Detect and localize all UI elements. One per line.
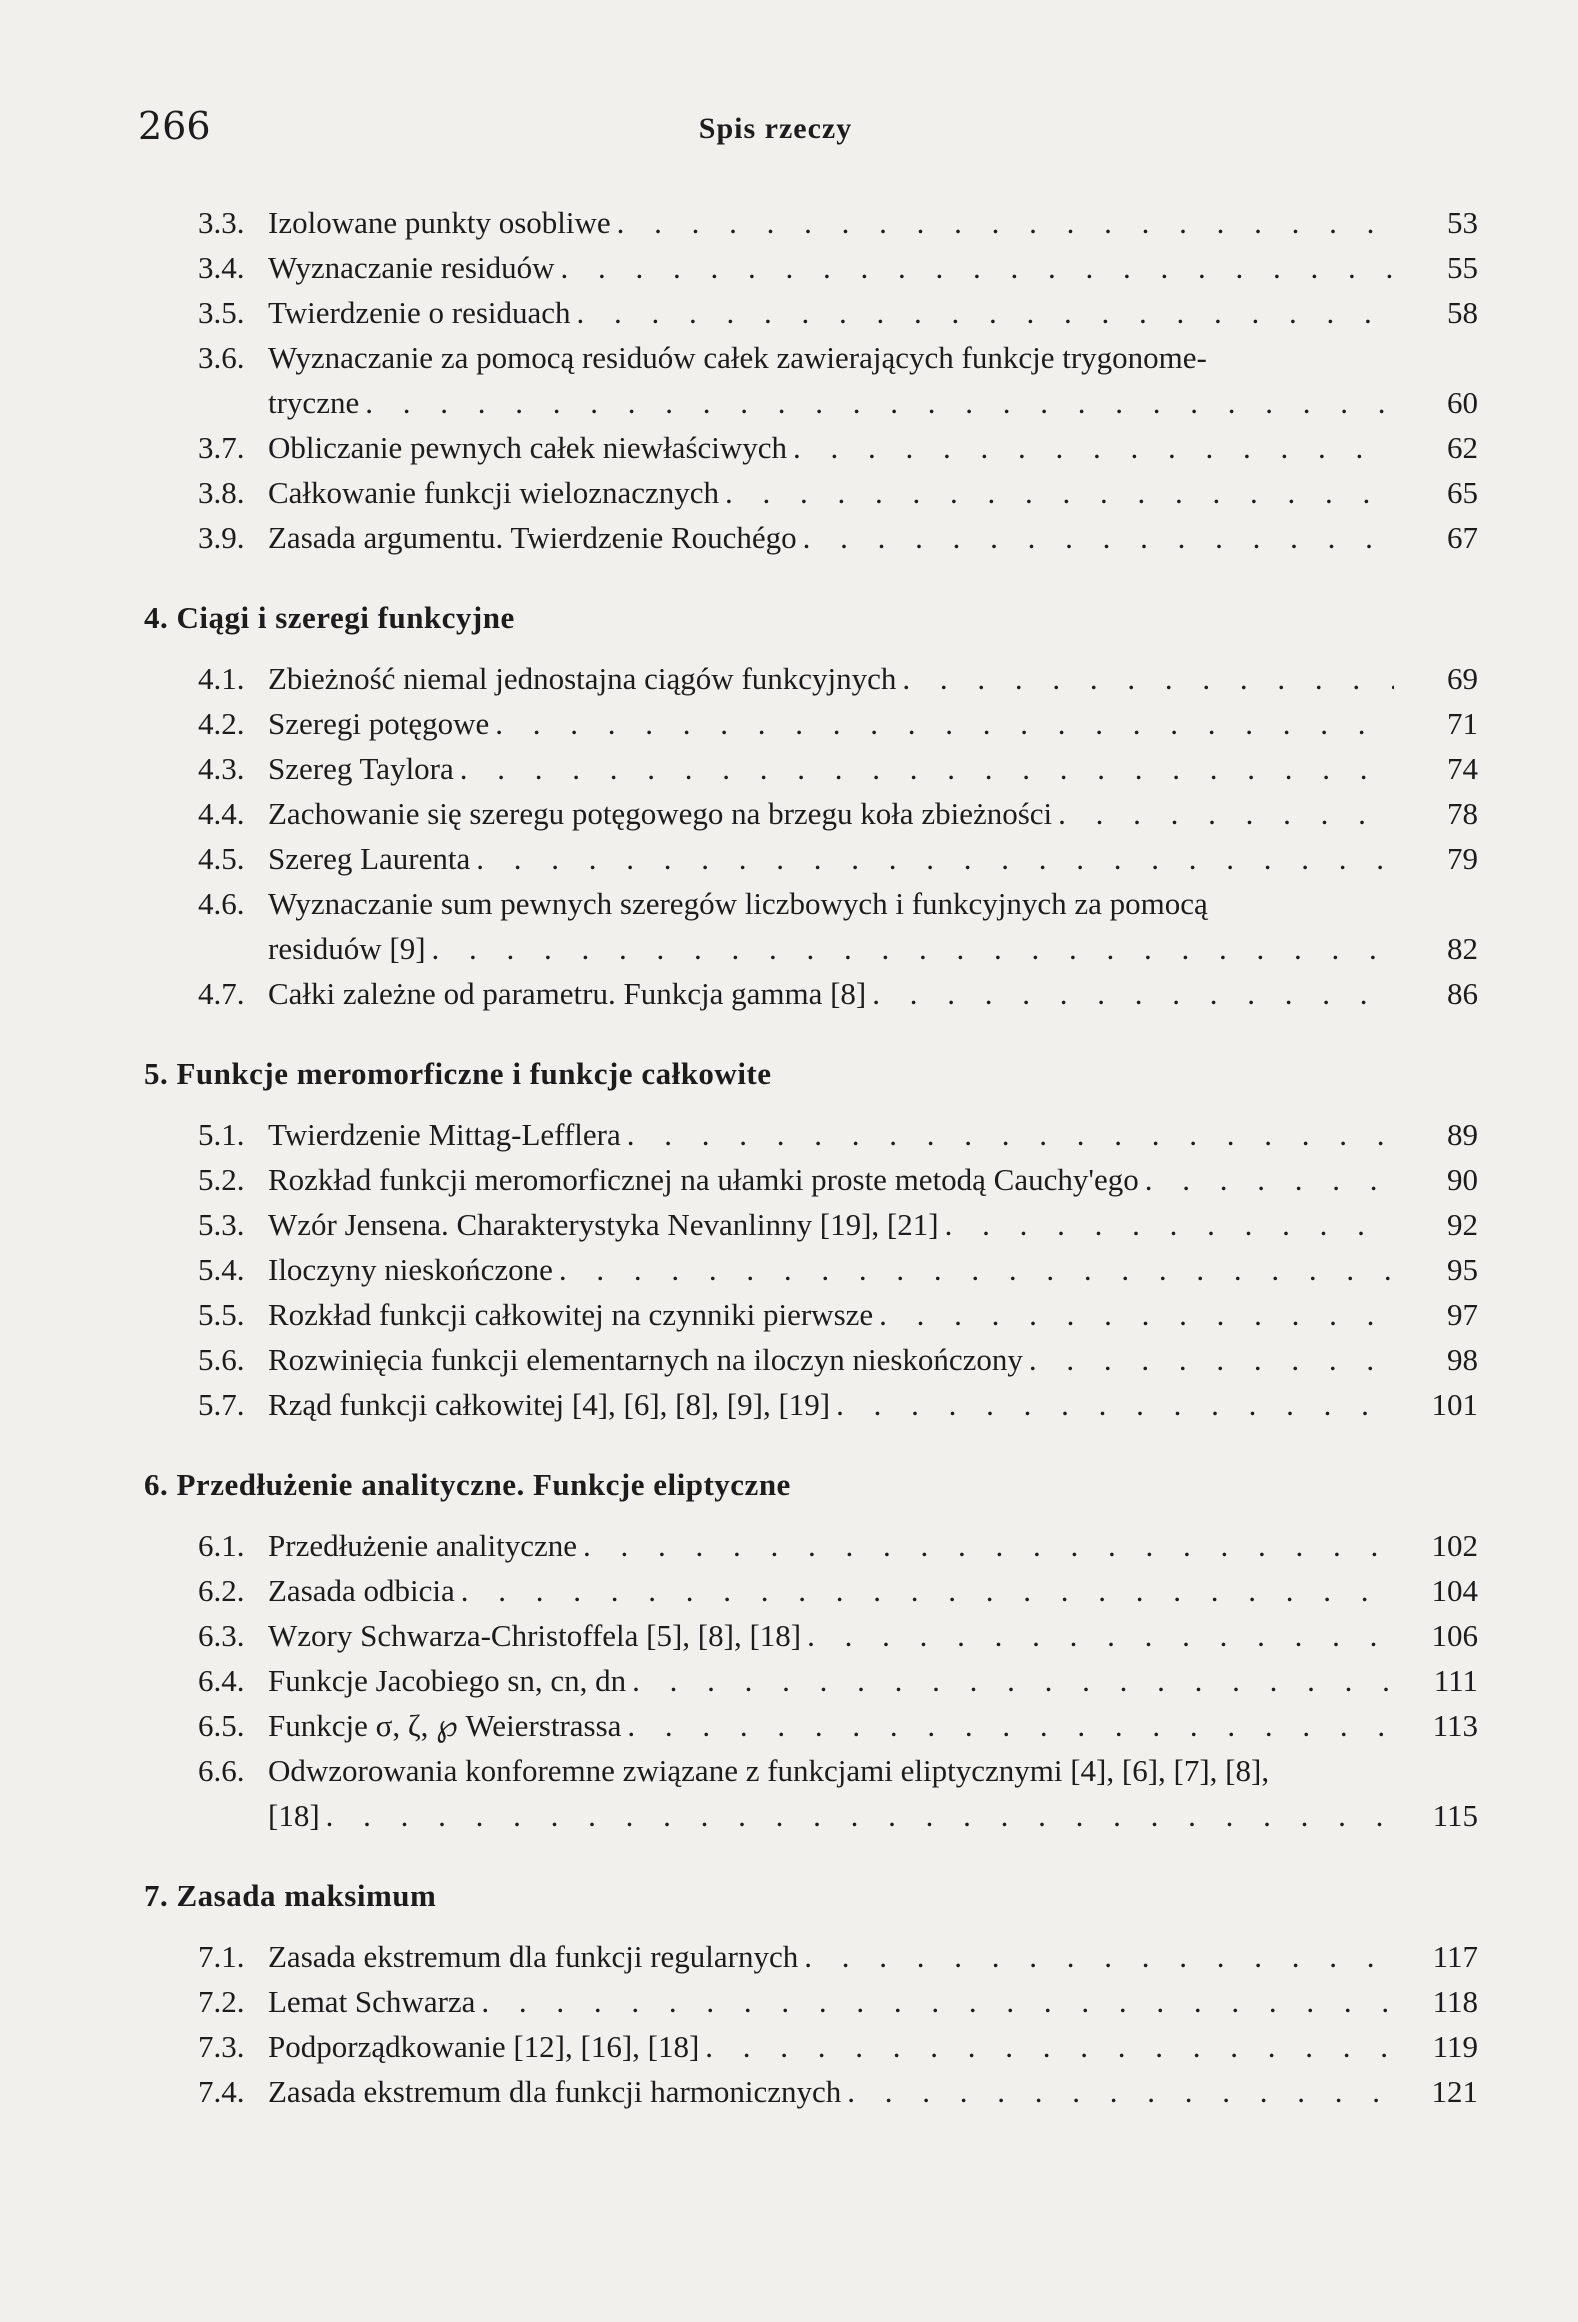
toc-entry[interactable] [198,701,1478,746]
toc-entry[interactable] [198,1748,1478,1838]
leader-dots [627,1703,1394,1748]
entry-title: Rozkład funkcji meromorficznej na ułamki proste metodą Cauchy'ego [268,1162,1139,1197]
entry-title: Funkcje σ, ζ, ℘ Weierstrassa [268,1708,622,1743]
entry-number: 6.2. [198,1573,245,1608]
page-reference: 118 [1432,1984,1478,2019]
entry-number: 5.3. [198,1207,245,1242]
entry-number: 4.6. [198,886,245,921]
toc-entry[interactable] [198,1202,1478,1247]
entry-title: Przedłużenie analityczne [268,1528,577,1563]
page-reference: 53 [1447,205,1478,240]
leader-dots [725,470,1394,515]
section3-block [138,200,1478,560]
entry-title: Zachowanie się szeregu potęgowego na brzegu koła zbieżności [268,796,1053,831]
toc-entry[interactable] [198,515,1478,560]
leader-dots [632,1658,1394,1703]
chapter4-block [138,600,1478,1016]
leader-dots [1058,791,1394,836]
entry-title: Funkcje Jacobiego sn, cn, dn [268,1663,627,1698]
entry-number: 3.3. [198,205,245,240]
toc-entry[interactable] [198,470,1478,515]
page-reference: 102 [1431,1528,1478,1563]
entry-title: Wyznaczanie residuów [268,250,555,285]
entry-number: 6.6. [198,1753,245,1788]
toc-entry[interactable] [198,290,1478,335]
entry-number: 5.4. [198,1252,245,1287]
chapter5-block [138,1056,1478,1427]
entry-title-line2: [18] [268,1798,320,1833]
leader-dots [583,1523,1394,1568]
leader-dots [803,515,1394,560]
chapter6-block [138,1467,1478,1838]
entry-number: 6.4. [198,1663,245,1698]
entry-title: Szereg Taylora [268,751,454,786]
entry-number: 4.4. [198,796,245,831]
leader-dots [879,1292,1394,1337]
entry-number: 5.7. [198,1387,245,1422]
leader-dots [559,1247,1394,1292]
leader-dots [365,380,1394,425]
page-reference: 71 [1447,706,1478,741]
entry-title: Rozwinięcia funkcji elementarnych na iloczyn nieskończony [268,1342,1023,1377]
leader-dots [945,1202,1394,1247]
leader-dots [432,926,1394,971]
entry-title: Całkowanie funkcji wieloznacznych [268,475,720,510]
entry-number: 6.3. [198,1618,245,1653]
toc-entry[interactable] [198,1337,1478,1382]
entry-title: Twierdzenie Mittag-Lefflera [268,1117,621,1152]
page-reference: 119 [1432,2029,1478,2064]
toc-entry[interactable] [198,1382,1478,1427]
page-number: 266 [138,104,211,148]
page-reference: 86 [1447,976,1478,1011]
entry-title: Izolowane punkty osobliwe [268,205,611,240]
toc-entry[interactable] [198,1157,1478,1202]
entry-number: 3.8. [198,475,245,510]
entry-title-line2: tryczne [268,385,360,420]
entry-title-line1: Odwzorowania konforemne związane z funkcjami eliptycznymi [4], [6], [7], [8], [268,1753,1270,1788]
toc-entry[interactable] [198,2069,1478,2114]
leader-dots [495,701,1394,746]
toc-entry[interactable] [198,1247,1478,1292]
page-reference: 79 [1447,841,1478,876]
running-title: Spis rzeczy [698,112,853,145]
leader-dots [476,836,1394,881]
entry-number: 5.6. [198,1342,245,1377]
page-reference: 89 [1447,1117,1478,1152]
entry-number: 4.1. [198,661,245,696]
toc-entry[interactable] [198,1703,1478,1748]
entry-title: Wzory Schwarza-Christoffela [5], [8], [18] [268,1618,802,1653]
page-reference: 92 [1447,1207,1478,1242]
toc-entry[interactable] [198,1934,1478,1979]
leader-dots [461,1568,1394,1613]
leader-dots [460,746,1394,791]
toc-entry[interactable] [198,1613,1478,1658]
entry-title: Szeregi potęgowe [268,706,490,741]
entry-title-line1: Wyznaczanie za pomocą residuów całek zawierających funkcje trygonome- [268,340,1207,375]
entry-number: 6.5. [198,1708,245,1743]
toc-entry[interactable] [198,881,1478,971]
leader-dots [560,245,1394,290]
entry-title: Całki zależne od parametru. Funkcja gamma [8] [268,976,867,1011]
entry-number: 7.2. [198,1984,245,2019]
page-reference: 106 [1431,1618,1478,1653]
leader-dots [481,1979,1394,2024]
table-of-contents [138,200,1478,2114]
leader-dots [793,425,1394,470]
entry-title: Zbieżność niemal jednostajna ciągów funkcyjnych [268,661,897,696]
page-reference: 121 [1431,2074,1478,2109]
page-reference: 97 [1447,1297,1478,1332]
toc-body [138,200,1478,2114]
page-reference: 69 [1447,661,1478,696]
entry-number: 3.5. [198,295,245,330]
chapter-title: 7. Zasada maksimum [144,1878,437,1913]
entry-number: 4.2. [198,706,245,741]
entry-title: Iloczyny nieskończone [268,1252,553,1287]
entry-number: 7.4. [198,2074,245,2109]
chapter-title: 5. Funkcje meromorficzne i funkcje całkowite [144,1056,772,1091]
entry-number: 3.9. [198,520,245,555]
entry-number: 3.7. [198,430,245,465]
toc-entry[interactable] [198,746,1478,791]
toc-entry[interactable] [198,1523,1478,1568]
page-reference: 90 [1447,1162,1478,1197]
page-reference: 117 [1432,1939,1478,1974]
entry-title: Zasada ekstremum dla funkcji harmonicznych [268,2074,842,2109]
entry-title: Zasada odbicia [268,1573,455,1608]
page-reference: 113 [1432,1708,1478,1743]
toc-entry[interactable] [198,200,1478,245]
entry-number: 3.6. [198,340,245,375]
page-reference: 104 [1431,1573,1478,1608]
entry-number: 7.3. [198,2029,245,2064]
entry-title: Obliczanie pewnych całek niewłaściwych [268,430,788,465]
leader-dots [872,971,1394,1016]
entry-title: Rozkład funkcji całkowitej na czynniki pierwsze [268,1297,874,1332]
page-reference: 101 [1431,1387,1478,1422]
entry-number: 6.1. [198,1528,245,1563]
entry-title: Szereg Laurenta [268,841,471,876]
leader-dots [705,2024,1394,2069]
leader-dots [807,1613,1394,1658]
leader-dots [836,1382,1394,1427]
toc-entry[interactable] [198,1292,1478,1337]
toc-entry[interactable] [198,791,1478,836]
entry-title: Lemat Schwarza [268,1984,476,2019]
page-reference: 62 [1447,430,1478,465]
entry-title: Rząd funkcji całkowitej [4], [6], [8], [9], [19] [268,1387,831,1422]
entry-number: 5.2. [198,1162,245,1197]
chapter-title: 6. Przedłużenie analityczne. Funkcje eliptyczne [144,1467,791,1502]
entry-number: 5.1. [198,1117,245,1152]
page-reference: 98 [1447,1342,1478,1377]
toc-entry[interactable] [198,836,1478,881]
entry-title: Zasada argumentu. Twierdzenie Rouchégo [268,520,797,555]
entry-number: 7.1. [198,1939,245,1974]
entry-title: Wzór Jensena. Charakterystyka Nevanlinny [19], [21] [268,1207,939,1242]
page-reference: 74 [1447,751,1478,786]
toc-entry[interactable] [198,656,1478,701]
entry-number: 5.5. [198,1297,245,1332]
leader-dots [326,1793,1394,1838]
toc-entry[interactable] [198,1112,1478,1157]
leader-dots [902,656,1394,701]
page-reference: 67 [1447,520,1478,555]
chapter-title: 4. Ciągi i szeregi funkcyjne [144,600,515,635]
toc-entry[interactable] [198,425,1478,470]
entry-title: Twierdzenie o residuach [268,295,571,330]
entry-title: Podporządkowanie [12], [16], [18] [268,2029,700,2064]
leader-dots [847,2069,1394,2114]
leader-dots [1029,1337,1394,1382]
toc-entry[interactable] [198,971,1478,1016]
page-reference: 78 [1447,796,1478,831]
leader-dots [577,290,1394,335]
entry-title-line2: residuów [9] [268,931,426,966]
leader-dots [627,1112,1394,1157]
page-reference: 55 [1447,250,1478,285]
entry-number: 4.7. [198,976,245,1011]
page-reference: 65 [1447,475,1478,510]
entry-title-line1: Wyznaczanie sum pewnych szeregów liczbowych i funkcyjnych za pomocą [268,886,1208,921]
toc-entry[interactable] [198,1568,1478,1613]
entry-title: Zasada ekstremum dla funkcji regularnych [268,1939,799,1974]
page-reference: 115 [1432,1798,1478,1833]
page-reference: 82 [1447,931,1478,966]
toc-entry[interactable] [198,1979,1478,2024]
page-reference: 111 [1433,1663,1478,1698]
toc-entry[interactable] [198,245,1478,290]
entry-number: 4.3. [198,751,245,786]
entry-number: 3.4. [198,250,245,285]
page-reference: 58 [1447,295,1478,330]
page-reference: 60 [1447,385,1478,420]
page-reference: 95 [1447,1252,1478,1287]
toc-entry[interactable] [198,2024,1478,2069]
chapter7-block [138,1878,1478,2114]
toc-entry[interactable] [198,335,1478,425]
toc-entry[interactable] [198,1658,1478,1703]
page-header [138,104,1413,164]
leader-dots [617,200,1394,245]
leader-dots [804,1934,1394,1979]
entry-number: 4.5. [198,841,245,876]
leader-dots [1145,1157,1394,1202]
